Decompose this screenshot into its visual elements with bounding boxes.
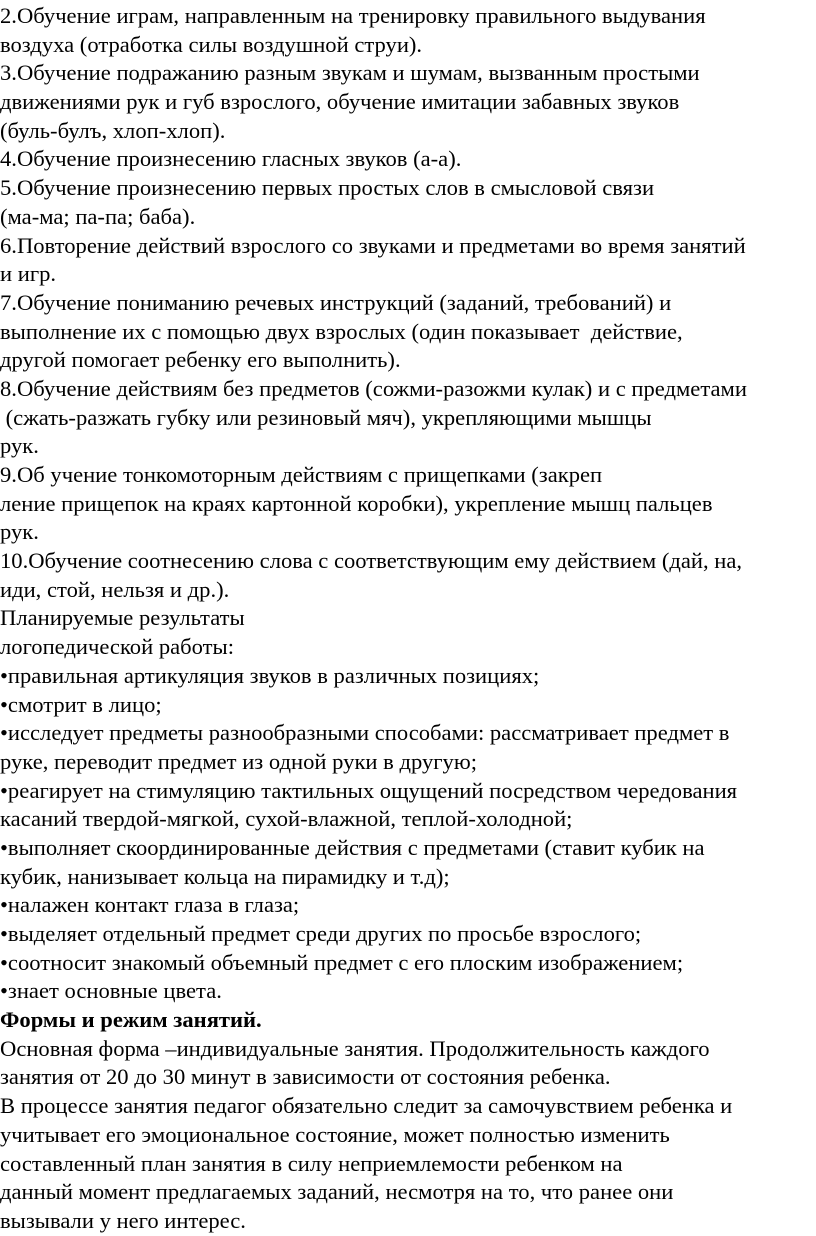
bullet-item: •выделяет отдельный предмет среди других по просьбе взрослого;	[0, 921, 642, 946]
bullet-item: •правильная артикуляция звуков в различных позициях;	[0, 662, 540, 688]
text-line: (буль-булъ, хлоп-хлоп).	[0, 117, 226, 143]
text-line: 6.Повторение действий взрослого со звуками и предметами во время занятий	[0, 232, 746, 258]
text-line: другой помогает ребенку его выполнить).	[0, 347, 401, 373]
text-line: занятия от 20 до 30 минут в зависимости от состояния ребенка.	[0, 1064, 611, 1090]
bullet-item: •реагирует на стимуляцию тактильных ощущений посредством чередования	[0, 777, 738, 803]
text-line: воздуха (отработка силы воздушной струи).	[0, 31, 423, 57]
text-line: выполнение их с помощью двух взрослых (один показывает действие,	[0, 318, 683, 344]
bullet-item: •смотрит в лицо;	[0, 691, 162, 717]
bold-heading: Формы и режим занятий.	[0, 1007, 262, 1033]
bullet-item: •знает основные цвета.	[0, 978, 222, 1004]
text-line: 7.Обучение пониманию речевых инструкций (заданий, требований) и	[0, 289, 672, 315]
text-line: 4.Обучение произнесению гласных звуков (а-а).	[0, 146, 462, 172]
text-line: составленный план занятия в силу неприемлемости ребенком на	[0, 1150, 623, 1176]
text-line: (ма-ма; па-па; баба).	[0, 203, 196, 229]
text-line: Основная форма –индивидуальные занятия. Продолжительность каждого	[0, 1035, 710, 1061]
text-line: учитывает его эмоциональное состояние, может полностью изменить	[0, 1121, 670, 1147]
bullet-item: •налажен контакт глаза в глаза;	[0, 892, 300, 918]
text-line: и игр.	[0, 261, 57, 287]
text-line: 2.Обучение играм, направленным на тренировку правильного выдувания	[0, 3, 706, 28]
text-line: иди, стой, нельзя и др.).	[0, 576, 230, 602]
text-line: (сжать-разжать губку или резиновый мяч), укрепляющими мышцы	[0, 404, 652, 430]
bullet-item-continuation: кубик, нанизывает кольца на пирамидку и т.д);	[0, 863, 450, 889]
text-line: данный момент предлагаемых заданий, несмотря на то, что ранее они	[0, 1179, 674, 1205]
text-line: 8.Обучение действиям без предметов (сожми-разожми кулак) и с предметами	[0, 375, 747, 401]
text-line: 9.Об учение тонкомоторным действиям с прищепками (закреп	[0, 462, 603, 487]
bullet-item-continuation: руке, переводит предмет из одной руки в другую;	[0, 748, 477, 774]
bullet-item: •исследует предметы разнообразными способами: рассматривает предмет в	[0, 720, 730, 746]
bullet-item: •выполняет скоординированные действия с предметами (ставит кубик на	[0, 834, 705, 860]
text-line: 10.Обучение соотнесению слова с соответствующим ему действием (дай, на,	[0, 548, 743, 574]
text-line: В процессе занятия педагог обязательно следит за самочувствием ребенка и	[0, 1093, 733, 1119]
text-line: 3.Обучение подражанию разным звукам и шумам, вызванным простыми	[0, 60, 700, 86]
text-line: рук.	[0, 519, 39, 545]
bullet-item: •соотносит знакомый объемный предмет с его плоским изображением;	[0, 949, 684, 975]
bullet-item-continuation: касаний твердой-мягкой, сухой-влажной, теплой-холодной;	[0, 806, 573, 832]
text-line: рук.	[0, 433, 39, 459]
section-heading: Планируемые результаты	[0, 605, 245, 631]
text-line: 5.Обучение произнесению первых простых слов в смысловой связи	[0, 175, 655, 201]
section-heading: логопедической работы:	[0, 634, 234, 660]
text-line: ление прищепок на краях картонной коробки), укрепление мышц пальцев	[0, 490, 713, 516]
text-line: вызывали у него интерес.	[0, 1207, 246, 1233]
text-line: движениями рук и губ взрослого, обучение имитации забавных звуков	[0, 89, 680, 115]
